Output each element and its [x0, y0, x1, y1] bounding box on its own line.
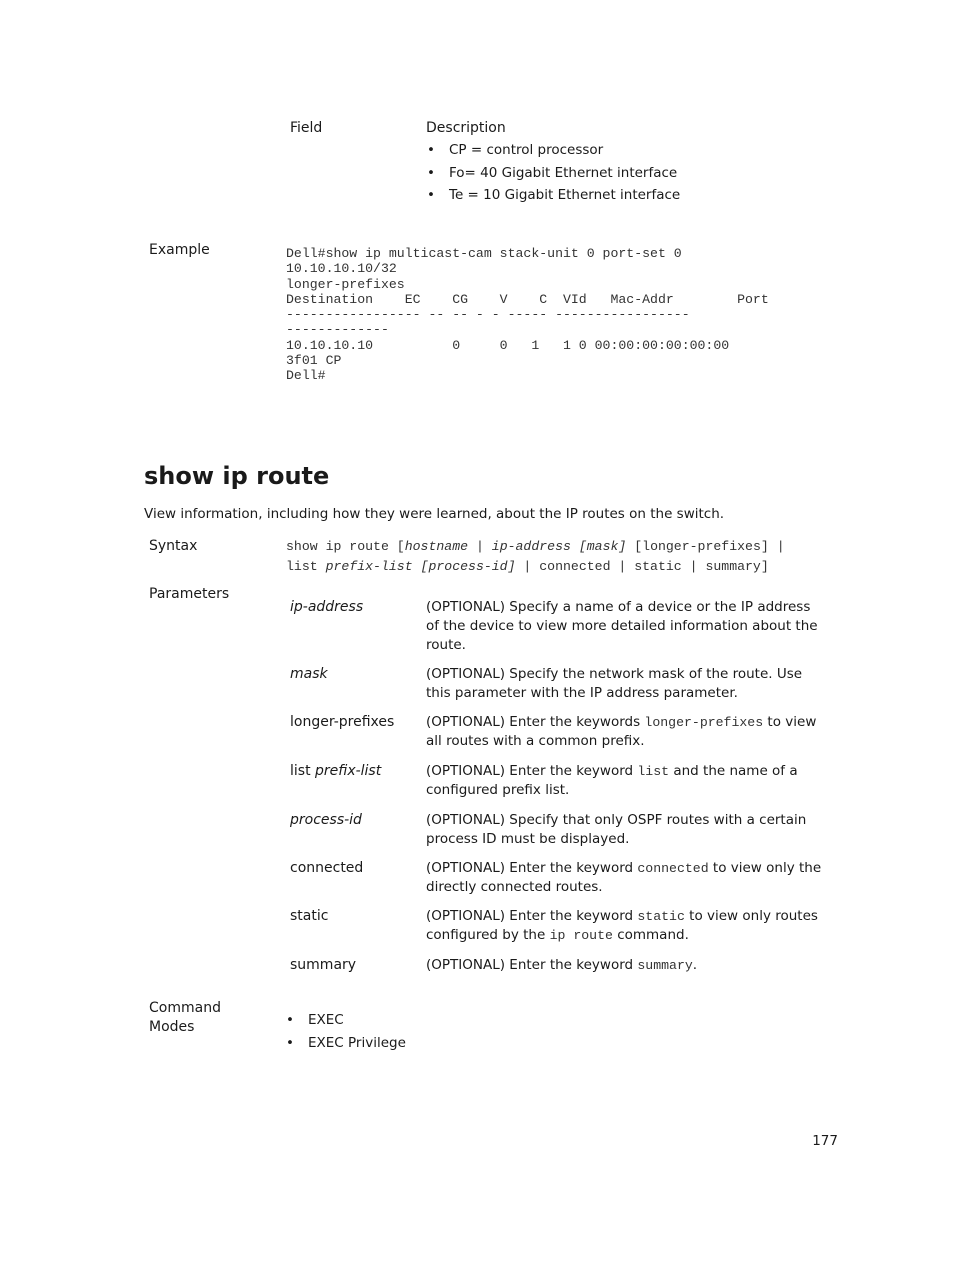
param-name: mask — [290, 666, 328, 682]
param-name: process-id — [290, 812, 362, 828]
code-line: Dell# — [286, 368, 326, 384]
param-description: (OPTIONAL) Enter the keyword summary. — [426, 957, 698, 973]
param-description: (OPTIONAL) Specify the network mask of the route. Use this parameter with the IP address parameter. — [426, 666, 803, 701]
syntax-label: Syntax — [149, 538, 198, 554]
syntax-command — [286, 537, 785, 577]
param-description: (OPTIONAL) Enter the keyword connected to view only the directly connected routes. — [426, 860, 822, 895]
example-code — [286, 246, 769, 384]
section-intro: View information, including how they were learned, about the IP routes on the switch. — [144, 506, 725, 522]
code-line: Destination EC CG V C VId Mac-Addr Port — [286, 291, 769, 307]
parameters-label: Parameters — [149, 586, 230, 602]
code-line: ----------------- -- -- - - ----- ----------------- — [286, 307, 690, 323]
list-item: • EXEC Privilege — [286, 1034, 586, 1057]
code-line: ------------- — [286, 322, 389, 338]
param-description: (OPTIONAL) Enter the keywords longer-prefixes to view all routes with a common prefix. — [426, 714, 817, 749]
list-item: • Te = 10 Gigabit Ethernet interface — [427, 186, 847, 209]
param-name: ip-address — [290, 599, 364, 615]
param-description: (OPTIONAL) Enter the keyword list and the name of a configured prefix list. — [426, 763, 798, 798]
section-title: show ip route — [144, 462, 330, 490]
param-name: list prefix-list — [290, 763, 382, 779]
code-line: longer-prefixes — [286, 276, 405, 292]
list-item: • Fo= 40 Gigabit Ethernet interface — [427, 164, 847, 187]
example-label: Example — [149, 242, 210, 258]
code-line: Dell#show ip multicast-cam stack-unit 0 port-set 0 — [286, 246, 682, 261]
code-line: 10.10.10.10 0 0 1 1 0 00:00:00:00:00:00 — [286, 337, 730, 353]
page-number: 177 — [812, 1133, 838, 1149]
code-line: 3f01 CP — [286, 353, 342, 369]
param-name: connected — [290, 860, 364, 876]
param-name: static — [290, 908, 329, 924]
param-name: summary — [290, 957, 357, 973]
field-header: Field — [290, 120, 323, 136]
param-description: (OPTIONAL) Enter the keyword static to view only routes configured by the ip route command. — [426, 908, 818, 943]
field-description-list — [427, 141, 847, 209]
syntax-line-1: show ip route [hostname | ip-address [mask] [longer-prefixes] | — [286, 539, 785, 554]
code-line: 10.10.10.10/32 — [286, 261, 397, 277]
description-header: Description — [426, 120, 506, 136]
syntax-line-2: list prefix-list [process-id] | connected | static | summary] — [286, 559, 769, 574]
list-item: • CP = control processor — [427, 141, 847, 164]
list-item: • EXEC — [286, 1011, 586, 1034]
command-modes-label: Command Modes — [149, 1000, 221, 1035]
param-description: (OPTIONAL) Specify that only OSPF routes with a certain process ID must be displayed. — [426, 812, 807, 847]
param-name: longer-prefixes — [290, 714, 395, 730]
command-modes-list — [286, 1011, 586, 1056]
param-description: (OPTIONAL) Specify a name of a device or the IP address of the device to view more detailed information about the route. — [426, 599, 818, 653]
